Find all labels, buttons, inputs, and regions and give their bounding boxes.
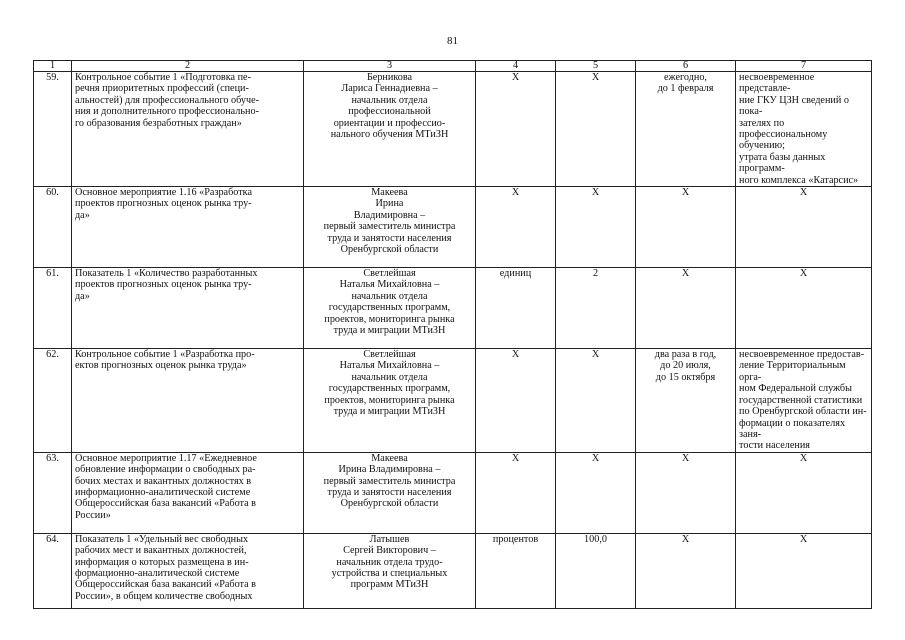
column-header: 3 (304, 61, 476, 72)
term-cell: Х (636, 187, 736, 268)
row-number: 61. (34, 268, 72, 349)
value-cell: Х (556, 72, 636, 187)
value-cell: Х (556, 349, 636, 453)
unit-cell: Х (476, 452, 556, 533)
responsible-person: Латышев Сергей Викторович – начальник отдела трудо- устройства и специальных программ МТиЗН (304, 533, 476, 608)
responsible-person: Берникова Лариса Геннадиевна – начальник отдела профессиональной ориентации и профессио- нального обучения МТиЗН (304, 72, 476, 187)
column-header: 2 (72, 61, 304, 72)
unit-cell: Х (476, 349, 556, 453)
term-cell: два раза в год, до 20 июля, до 15 октября (636, 349, 736, 453)
column-header: 1 (34, 61, 72, 72)
value-cell: Х (556, 452, 636, 533)
page-number: 81 (447, 35, 458, 47)
unit-cell: процентов (476, 533, 556, 608)
unit-cell: Х (476, 72, 556, 187)
term-cell: Х (636, 452, 736, 533)
risk-cell: Х (736, 268, 872, 349)
column-header: 7 (736, 61, 872, 72)
risk-cell: несвоевременное предостав- ление Территориальным орга- ном Федеральной службы государственной статистики по Оренбургской области ин- формации о показателях заня- тости населения (736, 349, 872, 453)
unit-cell: Х (476, 187, 556, 268)
table-row (34, 452, 872, 533)
responsible-person: Макеева Ирина Владимировна – первый заместитель министра труда и занятости населения Оренбургской области (304, 187, 476, 268)
table-row (34, 187, 872, 268)
value-cell: 2 (556, 268, 636, 349)
value-cell: 100,0 (556, 533, 636, 608)
row-number: 64. (34, 533, 72, 608)
event-name: Контрольное событие 1 «Разработка про- ектов прогнозных оценок рынка труда» (72, 349, 304, 453)
table-row (34, 72, 872, 187)
row-number: 60. (34, 187, 72, 268)
responsible-person: Светлейшая Наталья Михайловна – начальник отдела государственных программ, проектов, мониторинга рынка труда и миграции МТиЗН (304, 268, 476, 349)
value-cell: Х (556, 187, 636, 268)
event-name: Основное мероприятие 1.16 «Разработка проектов прогнозных оценок рынка тру- да» (72, 187, 304, 268)
risk-cell: несвоевременное представле- ние ГКУ ЦЗН сведений о пока- зателях по профессиональному обучению; утрата базы данных программ- ного комплекса «Катарсис» (736, 72, 872, 187)
table-row (34, 268, 872, 349)
column-header: 6 (636, 61, 736, 72)
row-number: 59. (34, 72, 72, 187)
responsible-person: Макеева Ирина Владимировна – первый заместитель министра труда и занятости населения Оренбургской области (304, 452, 476, 533)
row-number: 62. (34, 349, 72, 453)
column-header: 5 (556, 61, 636, 72)
term-cell: ежегодно, до 1 февраля (636, 72, 736, 187)
risk-cell: Х (736, 452, 872, 533)
event-name: Контрольное событие 1 «Подготовка пе- речня приоритетных профессий (специ- альностей) для профессионального обуче- ния и дополнительного профессионально- го образования безработных граждан» (72, 72, 304, 187)
measures-table (33, 60, 872, 609)
header-row (34, 61, 872, 72)
event-name: Показатель 1 «Удельный вес свободных рабочих мест и вакантных должностей, информация о которых размещена в ин- формационно-аналитической системе Общероссийская база вакансий «Работа в России», в общем количестве свободных (72, 533, 304, 608)
row-number: 63. (34, 452, 72, 533)
unit-cell: единиц (476, 268, 556, 349)
table-row (34, 349, 872, 453)
term-cell: Х (636, 533, 736, 608)
term-cell: Х (636, 268, 736, 349)
risk-cell: Х (736, 533, 872, 608)
event-name: Основное мероприятие 1.17 «Ежедневное обновление информации о свободных ра- бочих местах и вакантных должностях в информационно-аналитической системе Общероссийская база вакансий «Работа в России» (72, 452, 304, 533)
responsible-person: Светлейшая Наталья Михайловна – начальник отдела государственных программ, проектов, мониторинга рынка труда и миграции МТиЗН (304, 349, 476, 453)
event-name: Показатель 1 «Количество разработанных проектов прогнозных оценок рынка тру- да» (72, 268, 304, 349)
table-row (34, 533, 872, 608)
risk-cell: Х (736, 187, 872, 268)
column-header: 4 (476, 61, 556, 72)
